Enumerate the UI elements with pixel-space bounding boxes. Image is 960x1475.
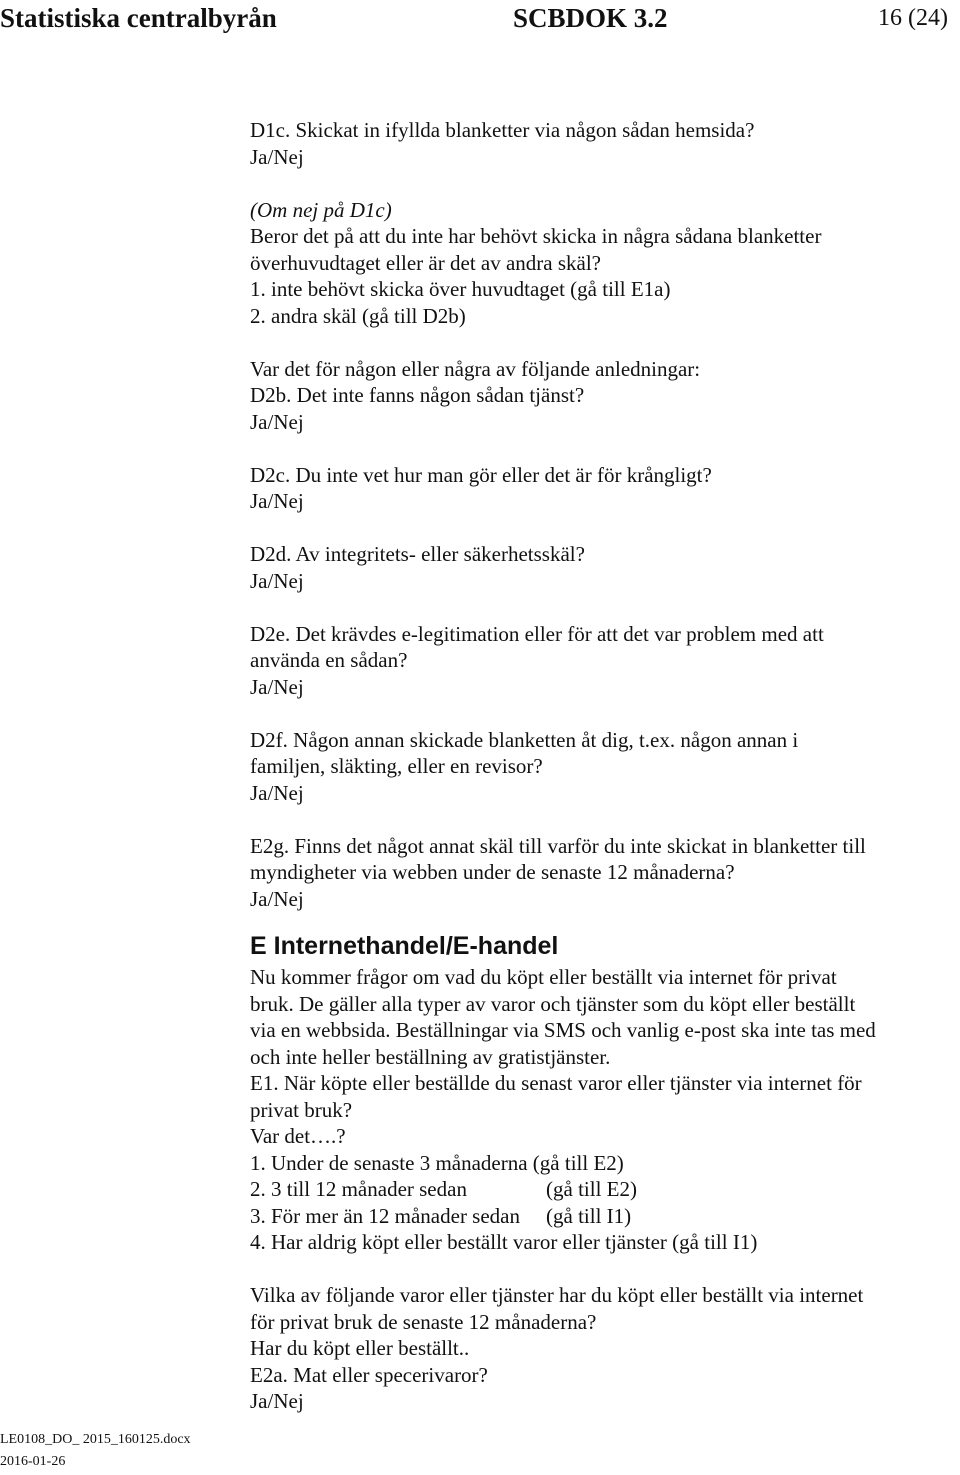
section-heading-e: E Internethandel/E-handel	[250, 932, 559, 960]
organization-name: Statistiska centralbyrån	[0, 3, 277, 33]
question-d2e-line-2: använda en sådan?	[250, 648, 408, 672]
e1-option-2-text: 2. 3 till 12 månader sedan	[250, 1177, 467, 1201]
question-e1-line-1: E1. När köpte eller beställde du senast varor eller tjänster via internet för	[250, 1071, 862, 1095]
followup-option-1: 1. inte behövt skicka över huvudtaget (gå till E1a)	[250, 277, 671, 301]
document-code: SCBDOK 3.2	[513, 3, 668, 33]
answer-d2f: Ja/Nej	[250, 780, 304, 805]
intro-line-4: och inte heller beställning av gratistjänster.	[250, 1044, 611, 1069]
question-e2-line-3: Har du köpt eller beställt..	[250, 1336, 470, 1360]
question-d1c: D1c. Skickat in ifyllda blanketter via någon sådan hemsida?	[250, 118, 755, 142]
footer-filename: LE0108_DO_ 2015_160125.docx	[0, 1432, 191, 1447]
answer-d2b: Ja/Nej	[250, 409, 304, 434]
page-number: 16 (24)	[878, 5, 948, 31]
e1-option-3	[250, 1203, 950, 1230]
question-e1-prompt: Var det….?	[250, 1124, 346, 1148]
question-e2a: E2a. Mat eller specerivaror?	[250, 1362, 488, 1387]
document-body	[250, 117, 950, 1415]
question-d2d: D2d. Av integritets- eller säkerhetsskäl?	[250, 542, 585, 566]
answer-d2e: Ja/Nej	[250, 674, 304, 699]
page-header	[0, 0, 960, 40]
answer-d2c: Ja/Nej	[250, 489, 304, 513]
followup-option-2: 2. andra skäl (gå till D2b)	[250, 303, 466, 328]
footer-date: 2016-01-26	[0, 1454, 66, 1469]
question-e2-line-1: Vilka av följande varor eller tjänster har du köpt eller beställt via internet	[250, 1283, 864, 1307]
question-e2-line-2: för privat bruk de senaste 12 månaderna?	[250, 1309, 597, 1334]
e1-option-3-goto: (gå till I1)	[546, 1203, 632, 1228]
intro-line-1: Nu kommer frågor om vad du köpt eller beställt via internet för privat	[250, 965, 837, 989]
question-d2f-line-1: D2f. Någon annan skickade blanketten åt dig, t.ex. någon annan i	[250, 727, 799, 752]
question-e1-line-2: privat bruk?	[250, 1097, 353, 1122]
answer-d2d: Ja/Nej	[250, 568, 304, 593]
e1-option-2	[250, 1176, 950, 1203]
intro-line-2: bruk. De gäller alla typer av varor och tjänster som du köpt eller beställt	[250, 991, 856, 1016]
e1-option-4: 4. Har aldrig köpt eller beställt varor eller tjänster (gå till I1)	[250, 1230, 758, 1254]
e1-option-2-goto: (gå till E2)	[546, 1177, 637, 1201]
condition-d1c: (Om nej på D1c)	[250, 197, 392, 222]
question-d2b: D2b. Det inte fanns någon sådan tjänst?	[250, 383, 585, 407]
followup-line-2: överhuvudtaget eller är det av andra skäl?	[250, 250, 602, 275]
intro-line-3: via en webbsida. Beställningar via SMS och vanlig e-post ska inte tas med	[250, 1018, 876, 1042]
question-d2f-line-2: familjen, släkting, eller en revisor?	[250, 754, 543, 778]
e1-option-1: 1. Under de senaste 3 månaderna (gå till E2)	[250, 1150, 624, 1175]
question-d2e-line-1: D2e. Det krävdes e-legitimation eller för att det var problem med att	[250, 621, 824, 646]
followup-line-1: Beror det på att du inte har behövt skicka in några sådana blanketter	[250, 224, 822, 248]
question-d2c: D2c. Du inte vet hur man gör eller det är för krångligt?	[250, 462, 712, 487]
answer-d1c: Ja/Nej	[250, 144, 304, 169]
d2-intro: Var det för någon eller några av följande anledningar:	[250, 356, 701, 381]
answer-e2g: Ja/Nej	[250, 886, 304, 911]
e1-option-3-text: 3. För mer än 12 månader sedan	[250, 1203, 520, 1228]
question-e2g-line-1: E2g. Finns det något annat skäl till varför du inte skickat in blanketter till	[250, 833, 866, 858]
question-e2g-line-2: myndigheter via webben under de senaste 12 månaderna?	[250, 860, 735, 884]
answer-e2a: Ja/Nej	[250, 1389, 304, 1413]
